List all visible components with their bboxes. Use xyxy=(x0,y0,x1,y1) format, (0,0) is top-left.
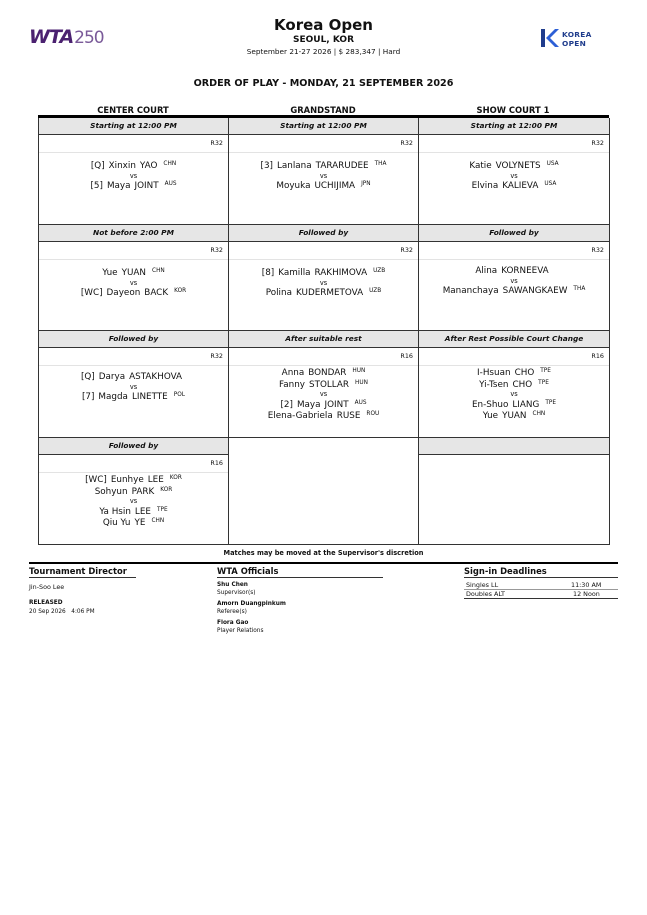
match-cell xyxy=(39,118,229,225)
player-entry xyxy=(419,367,609,379)
match-players xyxy=(229,366,418,422)
player-seed: [Q] xyxy=(80,372,95,382)
deadline-row xyxy=(466,590,616,598)
player-entry xyxy=(419,379,609,391)
player-nationality: USA xyxy=(544,181,557,187)
player-last-name: YUAN xyxy=(502,411,527,422)
player-seed: [8] xyxy=(261,268,275,278)
player-entry xyxy=(229,410,418,422)
player-nationality: KOR xyxy=(160,486,173,493)
player-entry xyxy=(229,287,418,299)
court-header-grandstand: GRANDSTAND xyxy=(290,105,356,115)
player-entry xyxy=(39,517,228,529)
player-last-name: TARARUDEE xyxy=(315,161,369,171)
tournament-dates: September 21-27 2026 | $ 283,347 | Hard xyxy=(246,47,401,56)
official-role: Supervisor(s) xyxy=(217,590,256,596)
player-entry xyxy=(229,180,418,192)
player-first-name: Qiu Yu xyxy=(102,518,131,529)
match-round: R16 xyxy=(39,455,228,473)
player-last-name: LINETTE xyxy=(131,392,168,402)
wta-officials-title: WTA Officials xyxy=(217,566,279,576)
match-round: R32 xyxy=(39,135,228,153)
player-last-name: YE xyxy=(134,518,146,529)
match-cell xyxy=(419,438,609,544)
player-first-name: Mananchaya xyxy=(442,286,499,296)
player-entry xyxy=(229,367,418,379)
match-players xyxy=(419,366,609,422)
deadline-label: Doubles ALT xyxy=(466,590,505,598)
player-nationality: HUN xyxy=(355,379,368,386)
tournament-director-underline xyxy=(29,577,136,578)
player-first-name: Magda xyxy=(98,392,128,402)
player-last-name: LEE xyxy=(147,475,164,485)
player-nationality: UZB xyxy=(373,268,386,274)
wta-officials-underline xyxy=(217,577,383,578)
player-entry xyxy=(39,267,228,279)
player-first-name: I-Hsuan xyxy=(477,368,511,378)
match-players xyxy=(39,153,228,192)
footer-rule xyxy=(29,562,618,564)
player-last-name: UCHIJIMA xyxy=(314,181,356,191)
deadline-time: 12 Noon xyxy=(573,590,600,598)
versus-label: vs xyxy=(129,171,138,180)
player-nationality: UZB xyxy=(369,288,382,294)
player-first-name: Yue xyxy=(482,411,499,422)
player-last-name: CHO xyxy=(514,368,535,378)
match-players xyxy=(229,260,418,299)
page-title: Korea Open xyxy=(274,16,373,34)
official-name: Shu Chen xyxy=(217,582,248,588)
player-last-name: RUSE xyxy=(336,411,361,422)
tournament-director-title: Tournament Director xyxy=(29,566,127,576)
court-header-show-court-1: SHOW COURT 1 xyxy=(476,105,550,115)
match-cell xyxy=(229,331,419,438)
korea-open-logo-line2: OPEN xyxy=(562,39,587,48)
player-first-name: Darya xyxy=(98,372,126,382)
player-last-name: BONDAR xyxy=(308,368,347,378)
player-first-name: Fanny xyxy=(279,379,306,390)
korea-open-logo-line1: KOREA xyxy=(562,30,592,39)
deadlines-underline xyxy=(464,577,618,578)
player-nationality: KOR xyxy=(174,288,187,294)
match-players xyxy=(39,473,228,529)
player-first-name: Anna xyxy=(281,368,305,378)
official-name: Flora Gao xyxy=(217,620,249,626)
player-last-name: YAO xyxy=(139,161,158,171)
wta-logo-number: 250 xyxy=(74,28,104,48)
player-entry xyxy=(39,391,228,403)
player-nationality: CHN xyxy=(163,161,177,167)
match-start-time: Followed by xyxy=(39,331,228,348)
player-first-name: Eunhye xyxy=(110,475,144,485)
released-time: 20 Sep 2026 4:06 PM xyxy=(29,609,95,615)
match-round: R32 xyxy=(419,242,609,260)
match-round: R32 xyxy=(229,135,418,153)
versus-label: vs xyxy=(510,390,518,399)
match-cell xyxy=(419,118,609,225)
match-players xyxy=(39,260,228,299)
match-cell xyxy=(39,331,229,438)
player-last-name: SAWANGKAEW xyxy=(502,286,568,296)
player-nationality: CHN xyxy=(532,411,546,418)
player-nationality: TPE xyxy=(538,379,549,386)
player-last-name: VOLYNETS xyxy=(495,161,541,171)
player-last-name: BACK xyxy=(144,288,169,298)
tournament-city: SEOUL, KOR xyxy=(292,35,355,45)
player-nationality: AUS xyxy=(354,399,367,406)
player-seed: [5] xyxy=(90,181,103,191)
player-entry xyxy=(39,486,228,498)
sign-in-deadlines-title: Sign-in Deadlines xyxy=(464,566,547,576)
tournament-director-name: Jin-Soo Lee xyxy=(29,583,65,591)
match-round: R32 xyxy=(419,135,609,153)
player-entry xyxy=(39,180,228,192)
player-first-name: Alina xyxy=(475,266,498,276)
player-entry xyxy=(39,287,228,299)
player-seed: [WC] xyxy=(85,475,107,485)
player-nationality: CHN xyxy=(151,518,165,525)
player-first-name: Elvina xyxy=(471,181,499,191)
match-cell xyxy=(419,225,609,331)
versus-label: vs xyxy=(319,171,328,180)
player-seed: [2] xyxy=(280,399,293,410)
official-name: Amorn Duangpinkum xyxy=(217,601,286,607)
player-last-name: JOINT xyxy=(134,181,159,191)
player-first-name: Kamilla xyxy=(278,268,311,278)
player-last-name: STOLLAR xyxy=(309,379,350,390)
player-nationality: THA xyxy=(573,286,586,292)
versus-label: vs xyxy=(510,171,518,180)
match-start-time: Followed by xyxy=(39,438,228,455)
player-first-name: Yi-Tsen xyxy=(479,379,509,390)
player-nationality: AUS xyxy=(164,181,177,187)
deadline-row xyxy=(466,581,616,589)
official-role: Referee(s) xyxy=(217,609,247,615)
match-start-time: Starting at 12:00 PM xyxy=(229,118,418,135)
wta-logo-text: WTA xyxy=(29,26,74,48)
player-entry xyxy=(39,506,228,518)
match-start-time: Followed by xyxy=(229,225,418,242)
match-start-time: After suitable rest xyxy=(229,331,418,348)
discretion-note: Matches may be moved at the Supervisor's discretion xyxy=(223,549,424,557)
player-seed: [WC] xyxy=(80,288,103,298)
player-last-name: LEE xyxy=(134,506,151,517)
deadline-time: 11:30 AM xyxy=(571,581,602,589)
player-seed: [3] xyxy=(260,161,273,171)
player-entry xyxy=(419,410,609,422)
player-nationality: POL xyxy=(173,392,186,398)
match-round: R16 xyxy=(229,348,418,366)
match-players xyxy=(229,153,418,192)
player-nationality: ROU xyxy=(366,411,380,418)
player-seed: [7] xyxy=(81,392,95,402)
player-first-name: Sohyun xyxy=(94,486,128,497)
versus-label: vs xyxy=(510,276,518,285)
player-first-name: Xinxin xyxy=(108,161,136,171)
match-start-time: Not before 2:00 PM xyxy=(39,225,228,242)
player-first-name: Maya xyxy=(106,181,131,191)
player-entry xyxy=(39,373,228,383)
match-start-time: Starting at 12:00 PM xyxy=(39,118,228,135)
match-round: R32 xyxy=(39,348,228,366)
match-start-time xyxy=(419,438,609,455)
released-label: RELEASED xyxy=(29,600,63,606)
match-start-time: Starting at 12:00 PM xyxy=(419,118,609,135)
player-first-name: Polina xyxy=(265,288,292,298)
player-entry xyxy=(39,160,228,172)
player-first-name: Moyuka xyxy=(276,181,311,191)
player-entry xyxy=(229,399,418,411)
player-entry xyxy=(229,160,418,172)
player-entry xyxy=(419,399,609,411)
player-nationality: TPE xyxy=(540,368,551,374)
match-players xyxy=(419,153,609,192)
match-cell xyxy=(39,438,229,544)
match-cell xyxy=(419,331,609,438)
player-entry xyxy=(229,379,418,391)
player-first-name: Lanlana xyxy=(276,161,312,171)
player-last-name: YUAN xyxy=(121,268,147,278)
match-round: R32 xyxy=(229,242,418,260)
player-last-name: PARK xyxy=(131,486,155,497)
player-last-name: ASTAKHOVA xyxy=(129,372,183,382)
versus-label: vs xyxy=(129,497,138,506)
player-last-name: CHO xyxy=(512,379,533,390)
player-nationality: HUN xyxy=(352,368,366,374)
match-cell xyxy=(229,118,419,225)
match-start-time: Followed by xyxy=(419,225,609,242)
versus-label: vs xyxy=(129,382,138,391)
player-nationality: TPE xyxy=(545,399,557,406)
court-header-center-court: CENTER COURT xyxy=(97,105,169,115)
player-entry xyxy=(419,285,609,297)
player-first-name: Elena-Gabriela xyxy=(267,411,333,422)
match-players xyxy=(419,260,609,297)
player-seed: [Q] xyxy=(90,161,105,171)
player-nationality: TPE xyxy=(156,506,168,513)
order-of-play-heading: ORDER OF PLAY - MONDAY, 21 SEPTEMBER 2026 xyxy=(193,78,454,89)
player-last-name: KALIEVA xyxy=(502,181,539,191)
deadline-label: Singles LL xyxy=(466,581,499,589)
player-nationality: THA xyxy=(374,161,387,167)
player-last-name: RAKHIMOVA xyxy=(314,268,368,278)
match-players xyxy=(39,366,228,403)
player-nationality: KOR xyxy=(169,475,182,481)
player-first-name: Ya Hsin xyxy=(99,506,131,517)
match-start-time: After Rest Possible Court Change xyxy=(419,331,609,348)
player-last-name: KUDERMETOVA xyxy=(295,288,364,298)
player-nationality: USA xyxy=(546,161,559,167)
match-round: R32 xyxy=(39,242,228,260)
deadline-table-bottom xyxy=(464,598,618,599)
match-cell xyxy=(229,225,419,331)
player-nationality: CHN xyxy=(152,268,165,274)
player-entry xyxy=(229,267,418,279)
player-last-name: LIANG xyxy=(512,399,540,410)
match-cell xyxy=(229,438,419,544)
player-first-name: En-Shuo xyxy=(471,399,509,410)
player-first-name: Maya xyxy=(296,399,321,410)
match-cell xyxy=(39,225,229,331)
versus-label: vs xyxy=(319,278,328,287)
schedule-grid xyxy=(38,118,610,545)
official-role: Player Relations xyxy=(217,628,264,634)
match-round: R16 xyxy=(419,348,609,366)
versus-label: vs xyxy=(129,278,138,287)
player-first-name: Katie xyxy=(469,161,492,171)
player-first-name: Dayeon xyxy=(106,288,141,298)
player-entry xyxy=(419,267,609,277)
player-last-name: JOINT xyxy=(324,399,349,410)
player-entry xyxy=(419,180,609,192)
player-nationality: JPN xyxy=(361,181,371,187)
player-first-name: Yue xyxy=(102,268,118,278)
player-entry xyxy=(419,160,609,172)
player-last-name: KORNEEVA xyxy=(501,266,549,276)
versus-label: vs xyxy=(319,390,328,399)
player-entry xyxy=(39,474,228,486)
